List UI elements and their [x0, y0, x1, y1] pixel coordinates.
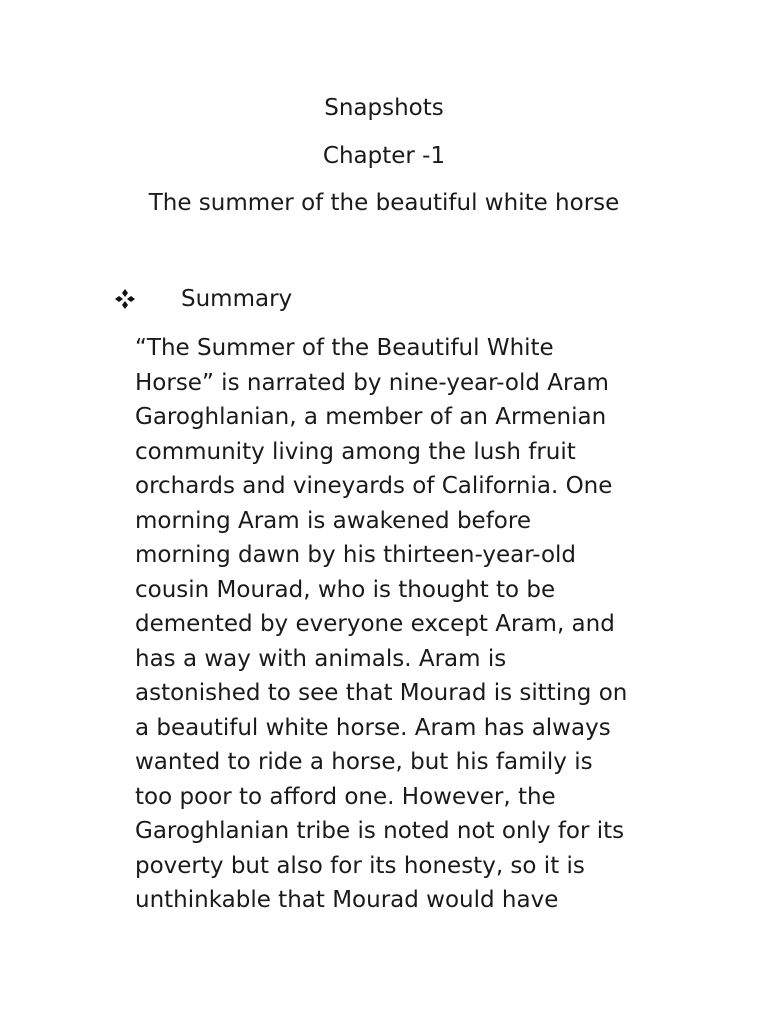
paragraph-line: orchards and vineyards of California. One — [135, 473, 613, 499]
paragraph-line: demented by everyone except Aram, and — [135, 611, 615, 637]
paragraph-line: too poor to afford one. However, the — [135, 783, 556, 810]
paragraph-line: unthinkable that Mourad would have — [135, 887, 559, 913]
chapter-subtitle: The summer of the beautiful white horse — [148, 190, 620, 216]
summary-heading: Summary — [181, 286, 293, 312]
paragraph-line: “The Summer of the Beautiful White — [135, 335, 554, 361]
chapter-heading: Chapter -1 — [322, 143, 446, 169]
paragraph-line: poverty but also for its honesty, so it is — [135, 852, 585, 879]
paragraph-line: wanted to ride a horse, but his family is — [135, 749, 593, 775]
paragraph-line: has a way with animals. Aram is — [135, 645, 507, 672]
diamond-bullet-icon — [114, 288, 136, 310]
document-title: Snapshots — [324, 95, 444, 121]
paragraph-line: cousin Mourad, who is thought to be — [135, 576, 556, 603]
paragraph-line: community living among the lush fruit — [135, 438, 576, 465]
paragraph-line: a beautiful white horse. Aram has always — [135, 714, 611, 741]
summary-section-heading — [114, 284, 293, 314]
paragraph-line: morning Aram is awakened before — [135, 507, 531, 534]
paragraph-line: morning dawn by his thirteen-year-old — [135, 542, 577, 568]
paragraph-line: astonished to see that Mourad is sitting on — [135, 680, 628, 706]
paragraph-line: Garoghlanian tribe is noted not only for its — [135, 818, 625, 844]
summary-paragraph — [135, 331, 695, 918]
paragraph-line: Garoghlanian, a member of an Armenian — [135, 404, 607, 430]
paragraph-line: Horse” is narrated by nine-year-old Aram — [135, 369, 609, 396]
